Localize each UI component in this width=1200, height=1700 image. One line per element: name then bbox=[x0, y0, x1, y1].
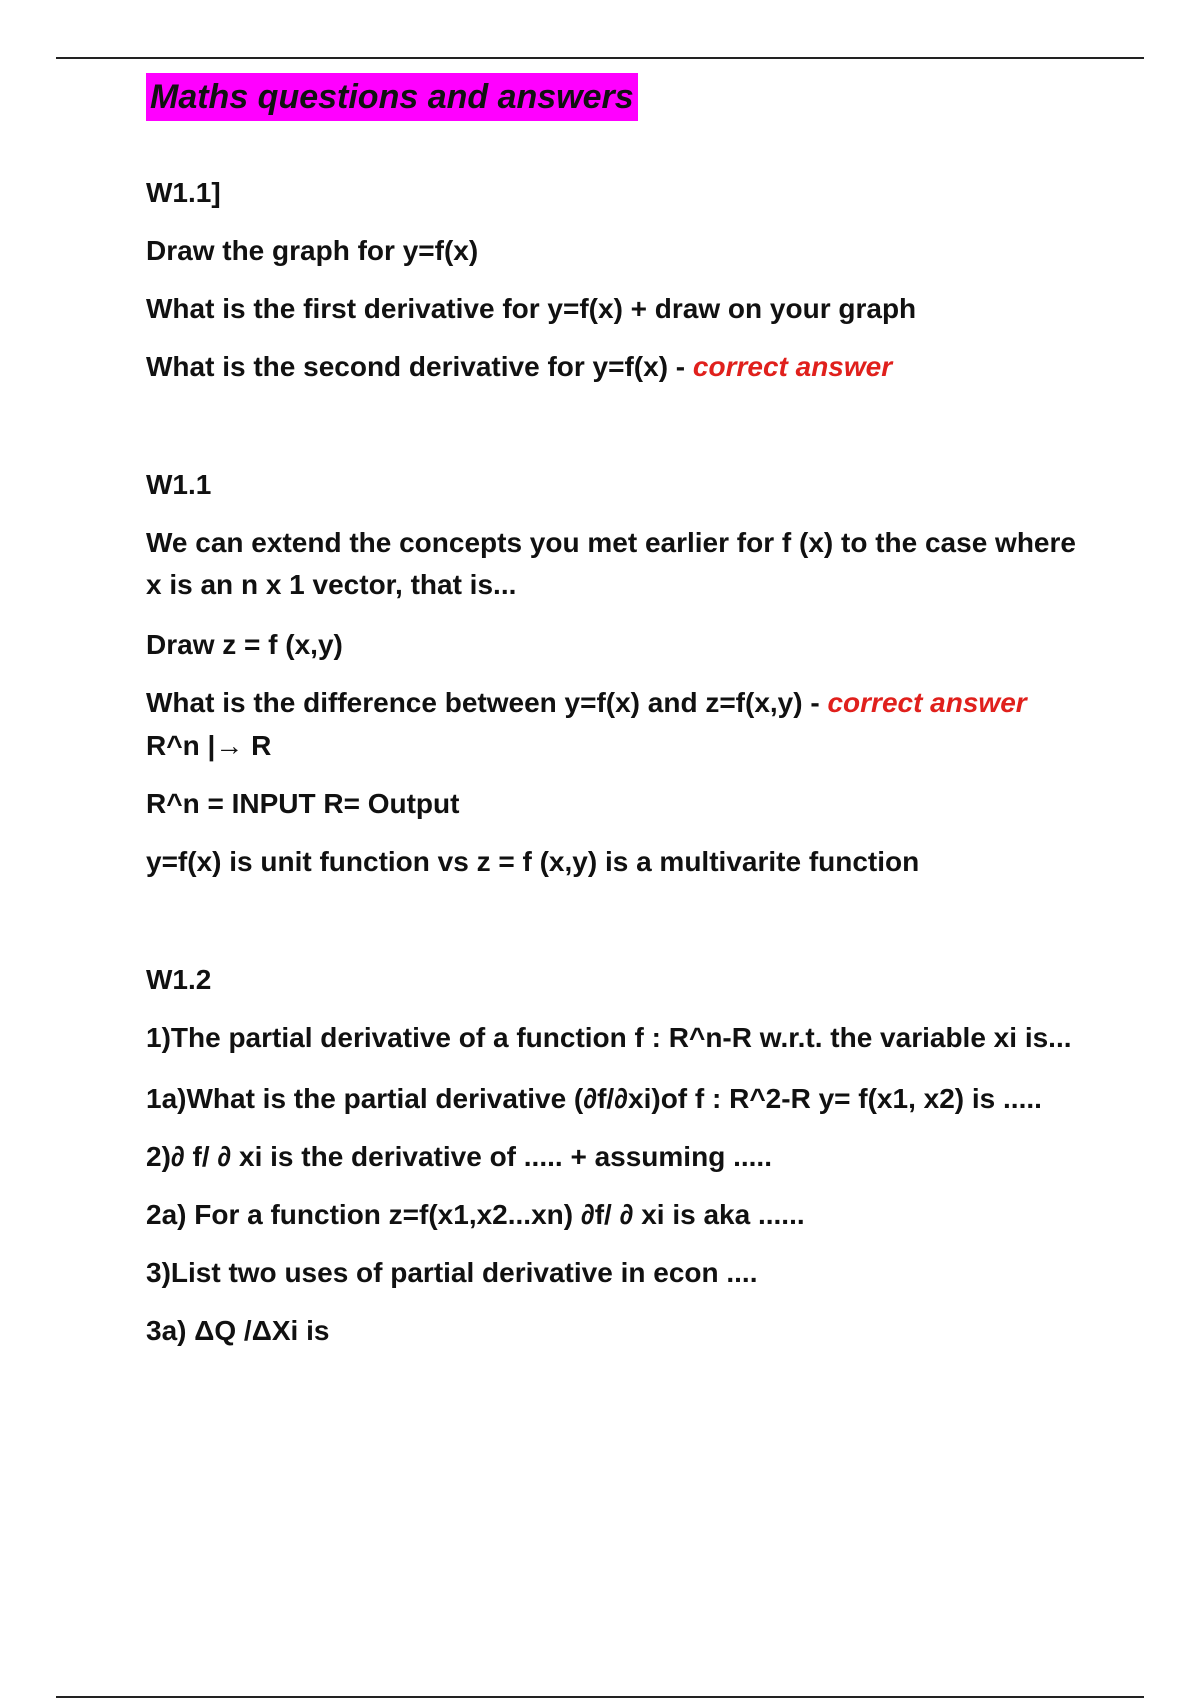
question-line: 3a) ΔQ /ΔXi is bbox=[146, 1315, 330, 1346]
header-rule bbox=[56, 57, 1144, 59]
question-line: What is the first derivative for y=f(x) + draw on your graph bbox=[146, 293, 917, 324]
question-line: 2)∂ f/ ∂ xi is the derivative of ..... + assuming ..... bbox=[146, 1141, 772, 1172]
section-heading: W1.1 bbox=[146, 469, 212, 500]
question-text: What is the difference between y=f(x) and z=f(x,y) - bbox=[146, 687, 828, 718]
correct-answer-label: correct answer bbox=[692, 351, 893, 382]
answer-line: R^n |→ R bbox=[146, 730, 272, 761]
section-heading: W1.1] bbox=[146, 177, 221, 208]
question-line: 1a)What is the partial derivative (∂f/∂xi)of f : R^2-R y= f(x1, x2) is ..... bbox=[146, 1083, 1042, 1114]
answer-line: y=f(x) is unit function vs z = f (x,y) is a multivarite function bbox=[146, 846, 920, 877]
section-heading: W1.2 bbox=[146, 964, 212, 995]
correct-answer-label: correct answer bbox=[827, 687, 1027, 718]
question-line bbox=[146, 682, 1027, 724]
intro-paragraph: We can extend the concepts you met earlier for f (x) to the case where x is an n x 1 vector, that is... bbox=[146, 527, 1076, 600]
question-line: Draw the graph for y=f(x) bbox=[146, 235, 479, 266]
footer-rule bbox=[56, 1696, 1144, 1698]
question-line: 2a) For a function z=f(x1,x2...xn) ∂f/ ∂ xi is aka ...... bbox=[146, 1199, 805, 1230]
question-text: What is the second derivative for y=f(x) - bbox=[146, 351, 693, 382]
question-line: 3)List two uses of partial derivative in econ .... bbox=[146, 1257, 758, 1288]
question-line: 1)The partial derivative of a function f : R^n-R w.r.t. the variable xi is... bbox=[146, 1022, 1072, 1053]
page-title: Maths questions and answers bbox=[146, 73, 638, 121]
question-line: Draw z = f (x,y) bbox=[146, 629, 343, 660]
answer-line: R^n = INPUT R= Output bbox=[146, 788, 460, 819]
question-line bbox=[146, 346, 892, 388]
